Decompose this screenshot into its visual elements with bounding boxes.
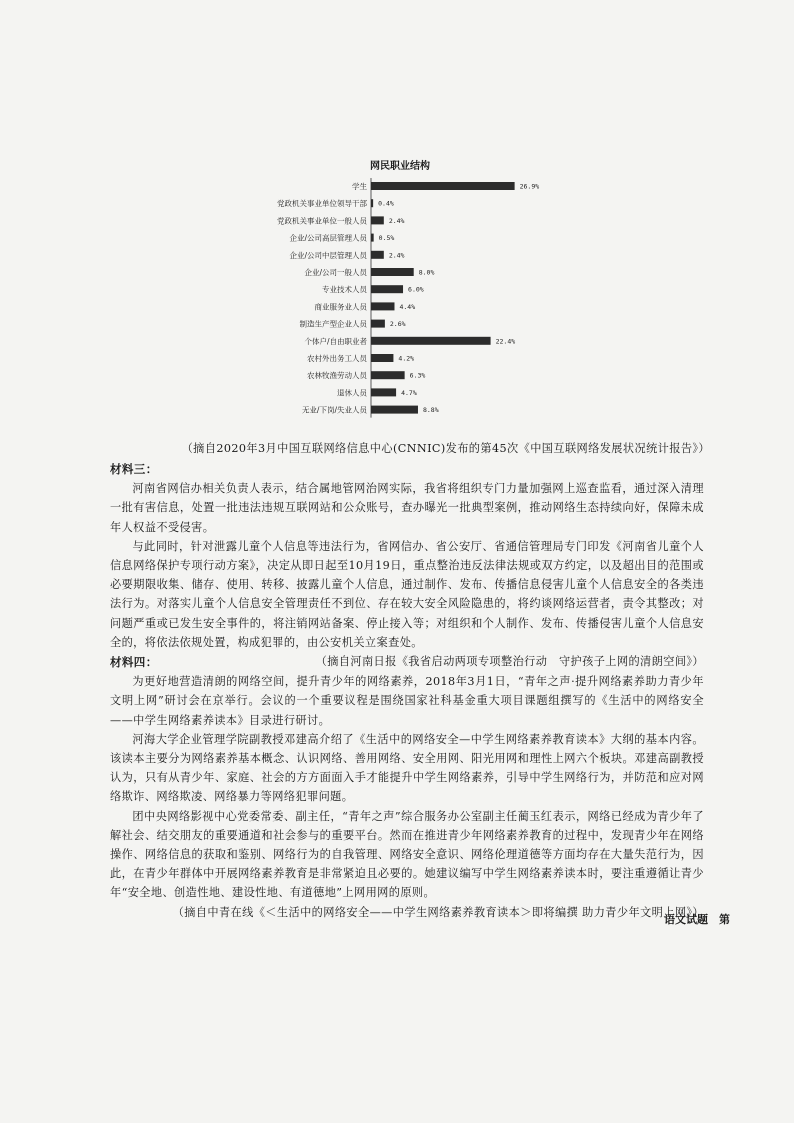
occupation-bar-chart bbox=[0, 0, 794, 440]
value-label: 6.3% bbox=[409, 371, 426, 380]
value-label: 2.4% bbox=[388, 216, 405, 225]
bar bbox=[371, 216, 384, 224]
category-label: 企业/公司中层管理人员 bbox=[289, 250, 367, 260]
category-label: 专业技术人员 bbox=[322, 285, 367, 295]
category-label: 党政机关事业单位一般人员 bbox=[277, 216, 367, 226]
category-label: 退休人员 bbox=[337, 388, 367, 398]
value-label: 0.4% bbox=[378, 199, 394, 208]
category-label: 企业/公司高层管理人员 bbox=[289, 233, 367, 243]
value-label: 22.4% bbox=[495, 337, 516, 346]
material-4-paragraph-3: 团中央网络影视中心党委常委、副主任，“青年之声”综合服务办公室副主任蔺玉红表示，网络已经成为青少年了解社会、结交朋友的重要通道和社会参与的重要平台。然而在推进青少年网络素养教育的过程中，发现青少年在网络操作、网络信息的获取和鉴别、网络行为的自我管理、网络安全意识、网络伦理道德等方面均存在大量失范行为，因此，在青少年群体中开展网络素养教育是非常紧迫且必要的。她建议编写中学生网络素养读本时，要注重遵循让青少年“安全地、创造性地、建设性地、有道德地”上网用网的原则。 bbox=[110, 809, 704, 900]
page-footer: 语文试题 第 bbox=[664, 913, 730, 926]
bar bbox=[371, 337, 491, 345]
bar bbox=[371, 388, 396, 396]
material-4-paragraph-2: 河海大学企业管理学院副教授邓建高介绍了《生活中的网络安全—中学生网络素养教育读本》大纲的基本内容。该读本主要分为网络素养基本概念、认识网络、善用网络、安全用网、阳光用网和理性上网六个板块。邓建高副教授认为，只有从青少年、家庭、社会的方方面面入手才能提升中学生网络素养，引导中学生网络行为，并防范和应对网络欺诈、网络欺凌、网络暴力等网络犯罪问题。 bbox=[110, 732, 704, 804]
material-4 bbox=[110, 653, 704, 922]
bar bbox=[371, 285, 403, 293]
category-label: 个体户/自由职业者 bbox=[304, 336, 367, 346]
material-3-heading: 材料三： bbox=[110, 462, 158, 476]
value-label: 4.4% bbox=[399, 302, 416, 311]
material-3-paragraph-1: 河南省网信办相关负责人表示，结合属地管网治网实际，我省将组织专门力量加强网上巡查监看，通过深入清理一批有害信息，处置一批违法违规互联网站和公众账号，查办曝光一批典型案例，推动网络生态持续向好，保障未成年人权益不受侵害。 bbox=[110, 482, 704, 534]
value-label: 4.2% bbox=[398, 354, 415, 363]
value-label: 8.8% bbox=[422, 406, 439, 415]
category-label: 企业/公司一般人员 bbox=[304, 268, 367, 277]
category-label: 农村外出务工人员 bbox=[307, 354, 367, 363]
category-label: 党政机关事业单位领导干部 bbox=[277, 199, 367, 209]
value-label: 0.5% bbox=[378, 234, 395, 243]
bar bbox=[371, 251, 384, 259]
material-3-paragraph-2: 与此同时，针对泄露儿童个人信息等违法行为，省网信办、省公安厅、省通信管理局专门印发《河南省儿童个人信息网络保护专项行动方案》，决定从即日起至10月19日，重点整治违反法律法规或双方约定，以及超出目的范围或必要期限收集、储存、使用、转移、披露儿童个人信息，通过制作、发布、传播信息侵害儿童个人信息安全的各类违法行为。对落实儿童个人信息安全管理责任不到位、存在较大安全风险隐患的，将约谈网络运营者，责令其整改；对问题严重或已发生安全事件的，将注销网站备案、停止接入等；对组织和个人制作、发布、传播侵害儿童个人信息安全的，将依法依规处置，构成犯罪的，由公安机关立案查处。 bbox=[110, 539, 704, 649]
chart-title: 网民职业结构 bbox=[370, 161, 430, 172]
source-cnnic: （摘自2020年3月中国互联网络信息中心(CNNIC)发布的第45次《中国互联网络发展状况统计报告》） bbox=[181, 442, 710, 455]
value-label: 4.7% bbox=[401, 388, 417, 397]
category-label: 农林牧渔劳动人员 bbox=[307, 371, 367, 381]
value-label: 2.4% bbox=[388, 251, 405, 260]
value-label: 8.0% bbox=[418, 268, 435, 277]
material-4-heading: 材料四： bbox=[110, 655, 158, 669]
source-henan-daily: （摘自河南日报《我省启动两项专项整治行动 守护孩子上网的清朗空间》） bbox=[315, 655, 704, 669]
material-3 bbox=[110, 460, 704, 671]
source-cyol: （摘自中青在线《＜生活中的网络安全——中学生网络素养教育读本＞即将编撰 助力青少年文明上网》） bbox=[172, 905, 704, 919]
bar bbox=[371, 406, 418, 414]
bar bbox=[371, 268, 414, 276]
bar bbox=[371, 302, 394, 310]
material-4-paragraph-1: 为更好地营造清朗的网络空间，提升青少年的网络素养，2018年3月1日，“青年之声·提升网络素养助力青少年文明上网”研讨会在京举行。会议的一个重要议程是围绕国家社科基金重大项目课题组撰写的《生活中的网络安全——中学生网络素养读本》目录进行研讨。 bbox=[110, 675, 704, 727]
value-label: 6.0% bbox=[408, 285, 424, 294]
category-label: 商业服务业人员 bbox=[314, 302, 367, 312]
bar bbox=[371, 320, 385, 328]
bar bbox=[371, 234, 374, 242]
bar bbox=[371, 371, 405, 379]
value-label: 26.9% bbox=[519, 182, 540, 191]
category-label: 无业/下岗/失业人员 bbox=[301, 405, 367, 415]
bar bbox=[371, 182, 515, 190]
bar bbox=[371, 199, 373, 207]
category-label: 学生 bbox=[352, 182, 367, 191]
value-label: 2.6% bbox=[389, 320, 406, 329]
bar bbox=[371, 354, 393, 362]
category-label: 制造生产型企业人员 bbox=[299, 319, 367, 329]
